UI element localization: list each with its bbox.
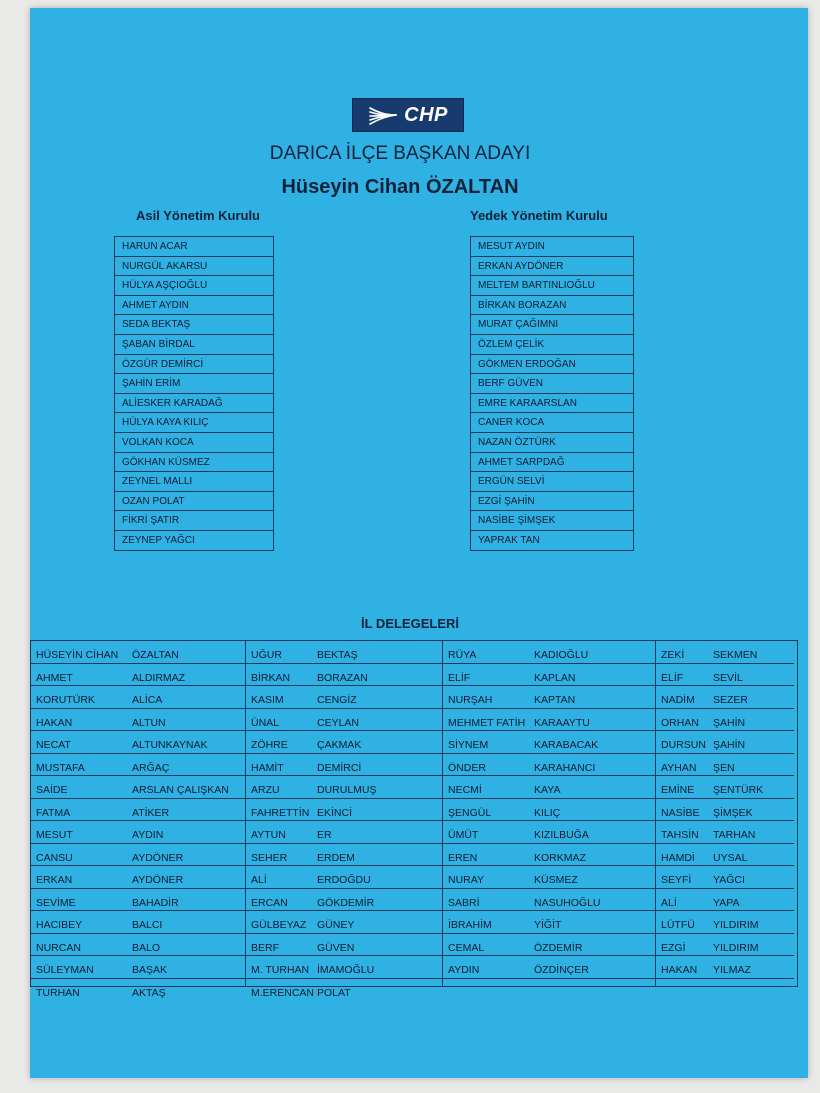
candidate-name: Hüseyin Cihan ÖZALTAN: [281, 176, 519, 198]
delegate-first-name: ALİ: [661, 896, 677, 909]
list-item: AHMET SARPDAĞ: [471, 453, 633, 473]
delegate-first-name: NURAY: [448, 874, 484, 886]
delegate-first-name: BİRKAN: [251, 671, 291, 684]
delegate-first-name: ZÖHRE: [251, 739, 288, 751]
delegate-first-name: HÜSEYİN CİHAN: [36, 649, 119, 661]
list-item: VOLKAN KOCA: [115, 433, 273, 453]
delegate-last-name: POLAT: [317, 986, 351, 999]
delegate-last-name: ALDIRMAZ: [132, 671, 186, 684]
table-row: [443, 956, 655, 979]
list-item: NURGÜL AKARSU: [115, 257, 273, 277]
delegate-first-name: TAHSİN: [661, 829, 699, 841]
delegate-last-name: ALTUN: [132, 716, 166, 729]
table-row: [443, 799, 655, 822]
delegate-last-name: ŞEN: [713, 761, 735, 774]
delegate-last-name: EKİNCİ: [317, 806, 353, 819]
delegate-last-name: GÜVEN: [317, 941, 355, 954]
list-item: EZGİ ŞAHİN: [471, 492, 633, 512]
delegate-last-name: YILDIRIM: [713, 941, 759, 954]
delegate-first-name: AYDIN: [448, 964, 480, 976]
table-row: [443, 641, 655, 664]
delegate-first-name: NECAT: [36, 739, 71, 751]
delegate-first-name: HAKAN: [661, 964, 698, 976]
list-item: BİRKAN BORAZAN: [471, 296, 633, 316]
table-row: [31, 641, 245, 664]
delegate-last-name: KARAHANCI: [534, 761, 596, 774]
list-item: BERF GÜVEN: [471, 374, 633, 394]
delegate-last-name: ER: [317, 829, 332, 841]
table-row: [31, 979, 245, 1001]
document-title: DARICA İLÇE BAŞKAN ADAYI: [269, 143, 531, 164]
delegate-first-name: MEHMET FATİH: [448, 716, 526, 729]
delegate-last-name: BORAZAN: [317, 671, 368, 684]
yedek-member-list: [470, 236, 634, 551]
table-row: [443, 911, 655, 934]
list-item: MURAT ÇAĞIMNI: [471, 315, 633, 335]
delegates-column: [31, 641, 246, 999]
delegate-first-name: HAMDİ: [661, 851, 695, 864]
list-item: ÖZLEM ÇELİK: [471, 335, 633, 355]
delegate-first-name: ARZU: [251, 784, 280, 796]
delegate-last-name: YİĞİT: [534, 919, 562, 931]
table-row: [443, 731, 655, 754]
list-item: GÖKHAN KÜSMEZ: [115, 453, 273, 473]
table-row: [656, 664, 794, 687]
delegate-last-name: KILIÇ: [534, 806, 561, 819]
table-row: [31, 731, 245, 754]
table-row: [656, 911, 794, 934]
table-row: [31, 686, 245, 709]
table-row: [656, 844, 794, 867]
delegate-last-name: YILMAZ: [713, 964, 751, 976]
yedek-heading: Yedek Yönetim Kurulu: [470, 208, 608, 223]
table-row: [246, 844, 442, 867]
delegates-column: [656, 641, 794, 986]
delegate-first-name: ELİF: [661, 671, 684, 684]
delegate-last-name: ARSLAN ÇALIŞKAN: [132, 784, 229, 796]
delegate-last-name: KAPLAN: [534, 671, 576, 684]
delegate-first-name: ERCAN: [251, 896, 288, 909]
delegate-first-name: AYTUN: [251, 829, 286, 841]
delegate-last-name: ALİCA: [132, 694, 163, 706]
delegate-first-name: GÜLBEYAZ: [251, 919, 307, 931]
table-row: [246, 731, 442, 754]
table-row: [656, 799, 794, 822]
delegate-first-name: NURŞAH: [448, 694, 493, 706]
delegate-last-name: TARHAN: [713, 829, 756, 841]
delegate-first-name: M. TURHAN: [251, 964, 310, 976]
delegate-first-name: SABRİ: [448, 896, 480, 909]
list-item: NASİBE ŞİMŞEK: [471, 511, 633, 531]
table-row: [246, 754, 442, 777]
list-item: AHMET AYDIN: [115, 296, 273, 316]
delegate-first-name: SEYFİ: [661, 874, 692, 886]
delegate-first-name: KORUTÜRK: [36, 694, 95, 706]
table-row: [31, 911, 245, 934]
delegate-last-name: BALCI: [132, 919, 163, 931]
table-row: [246, 799, 442, 822]
table-row: [443, 866, 655, 889]
delegate-first-name: RÜYA: [448, 649, 477, 661]
delegate-last-name: YAPA: [713, 896, 740, 909]
delegate-last-name: ERDEM: [317, 851, 355, 864]
table-row: [656, 889, 794, 912]
table-row: [246, 866, 442, 889]
table-row: [656, 709, 794, 732]
table-row: [31, 821, 245, 844]
delegate-first-name: SÜLEYMAN: [36, 964, 94, 976]
delegate-last-name: CENGİZ: [317, 694, 357, 706]
list-item: HÜLYA KAYA KILIÇ: [115, 413, 273, 433]
list-item: ÖZGÜR DEMİRCİ: [115, 355, 273, 375]
delegate-last-name: KADIOĞLU: [534, 649, 589, 661]
table-row: [246, 979, 442, 1001]
delegate-first-name: HAMİT: [251, 761, 284, 774]
delegate-last-name: ŞAHİN: [713, 739, 746, 751]
delegate-first-name: EREN: [448, 851, 478, 864]
delegate-last-name: ŞİMŞEK: [713, 806, 753, 819]
table-row: [246, 956, 442, 979]
delegate-first-name: DURSUN: [661, 739, 706, 751]
logo-text: CHP: [404, 103, 448, 126]
delegate-first-name: ÖNDER: [448, 761, 486, 774]
delegate-last-name: ÖZDEMİR: [534, 941, 583, 954]
list-item: MESUT AYDIN: [471, 237, 633, 257]
table-row: [443, 821, 655, 844]
delegate-first-name: İBRAHİM: [448, 919, 492, 931]
delegate-first-name: EZGİ: [661, 941, 686, 954]
delegate-first-name: LÜTFÜ: [661, 919, 695, 931]
delegate-last-name: KAPTAN: [534, 694, 576, 706]
delegate-last-name: GÖKDEMİR: [317, 896, 375, 909]
delegate-last-name: NASUHOĞLU: [534, 896, 601, 909]
delegate-last-name: KIZILBUĞA: [534, 829, 589, 841]
delegate-last-name: UYSAL: [713, 851, 748, 864]
delegate-first-name: SEHER: [251, 851, 288, 864]
delegate-first-name: BERF: [251, 941, 280, 954]
delegate-last-name: KARABACAK: [534, 739, 599, 751]
table-row: [443, 754, 655, 777]
delegate-first-name: [443, 979, 534, 1001]
delegate-first-name: M.ERENCAN: [251, 986, 315, 999]
table-row: [31, 754, 245, 777]
asil-heading: Asil Yönetim Kurulu: [136, 208, 260, 223]
table-row: [246, 934, 442, 957]
list-item: ŞABAN BİRDAL: [115, 335, 273, 355]
delegate-first-name: NECMİ: [448, 784, 482, 796]
table-row: [656, 979, 794, 1001]
list-item: MELTEM BARTINLIOĞLU: [471, 276, 633, 296]
delegate-last-name: ERDOĞDU: [317, 874, 371, 886]
table-row: [656, 956, 794, 979]
delegate-first-name: ZEKİ: [661, 649, 685, 661]
table-row: [656, 754, 794, 777]
list-item: ERKAN AYDÖNER: [471, 257, 633, 277]
table-row: [656, 686, 794, 709]
delegate-last-name: KAYA: [534, 784, 561, 796]
delegate-last-name: ŞAHİN: [713, 716, 746, 729]
delegate-first-name: EMİNE: [661, 784, 695, 796]
delegate-last-name: ATİKER: [132, 806, 170, 819]
table-row: [443, 709, 655, 732]
delegate-first-name: ORHAN: [661, 716, 699, 729]
list-item: OZAN POLAT: [115, 492, 273, 512]
delegate-first-name: MESUT: [36, 829, 73, 841]
delegate-last-name: SEZER: [713, 694, 749, 706]
delegate-first-name: NASİBE: [661, 806, 700, 819]
delegate-last-name: YILDIRIM: [713, 919, 759, 931]
delegate-last-name: ÖZALTAN: [132, 649, 179, 661]
list-item: HARUN ACAR: [115, 237, 273, 257]
list-item: GÖKMEN ERDOĞAN: [471, 355, 633, 375]
table-row: [443, 889, 655, 912]
delegate-first-name: ŞENGÜL: [448, 806, 492, 819]
table-row: [443, 844, 655, 867]
table-row: [31, 799, 245, 822]
delegate-first-name: ÜNAL: [251, 716, 280, 729]
delegate-first-name: ERKAN: [36, 874, 73, 886]
chp-six-arrows-icon: [368, 105, 398, 125]
table-row: [246, 776, 442, 799]
table-row: [246, 641, 442, 664]
list-item: ZEYNEP YAĞCI: [115, 531, 273, 551]
delegate-first-name: ALİ: [251, 874, 267, 886]
table-row: [246, 889, 442, 912]
delegate-first-name: HAKAN: [36, 716, 73, 729]
delegate-last-name: KORKMAZ: [534, 851, 586, 864]
delegate-last-name: KÜSMEZ: [534, 874, 578, 886]
delegate-first-name: HACIBEY: [36, 919, 83, 931]
asil-member-list: [114, 236, 274, 551]
delegates-heading: İL DELEGELERİ: [361, 616, 459, 631]
delegate-last-name: KARAAYTU: [534, 716, 590, 729]
list-item: CANER KOCA: [471, 413, 633, 433]
table-row: [246, 911, 442, 934]
table-row: [246, 821, 442, 844]
table-row: [31, 664, 245, 687]
delegate-last-name: AKTAŞ: [132, 986, 166, 999]
delegate-first-name: KASIM: [251, 694, 284, 706]
delegate-last-name: BEKTAŞ: [317, 649, 358, 661]
delegate-last-name: DURULMUŞ: [317, 784, 377, 796]
table-row: [656, 866, 794, 889]
delegate-last-name: ALTUNKAYNAK: [132, 739, 208, 751]
table-row: [656, 641, 794, 664]
delegate-last-name: ARĞAÇ: [132, 761, 170, 774]
table-row: [246, 686, 442, 709]
delegate-last-name: AYDIN: [132, 829, 164, 841]
table-row: [31, 934, 245, 957]
table-row: [31, 889, 245, 912]
delegate-first-name: UĞUR: [251, 649, 282, 661]
delegate-first-name: AYHAN: [661, 761, 697, 774]
delegate-last-name: AYDÖNER: [132, 874, 184, 886]
delegate-first-name: FAHRETTİN: [251, 806, 310, 819]
list-item: FİKRİ ŞATIR: [115, 511, 273, 531]
delegate-last-name: AYDÖNER: [132, 851, 184, 864]
list-item: NAZAN ÖZTÜRK: [471, 433, 633, 453]
list-item: YAPRAK TAN: [471, 531, 633, 551]
delegate-first-name: [656, 979, 713, 1001]
list-item: ZEYNEL MALLI: [115, 472, 273, 492]
delegate-last-name: İMAMOĞLU: [317, 964, 375, 976]
table-row: [656, 821, 794, 844]
delegates-column: [246, 641, 443, 999]
document-sheet: [30, 8, 808, 1078]
table-row: [443, 934, 655, 957]
list-item: HÜLYA AŞÇIOĞLU: [115, 276, 273, 296]
list-item: EMRE KARAARSLAN: [471, 394, 633, 414]
delegate-first-name: NADİM: [661, 694, 695, 706]
list-item: ERGÜN SELVİ: [471, 472, 633, 492]
table-row: [443, 776, 655, 799]
table-row: [246, 664, 442, 687]
delegate-last-name: SEVİL: [713, 671, 743, 684]
delegate-last-name: SEKMEN: [713, 649, 758, 661]
delegate-last-name: BAHADİR: [132, 896, 179, 909]
table-row: [443, 664, 655, 687]
delegate-first-name: SEVİME: [36, 896, 76, 909]
delegate-first-name: MUSTAFA: [36, 761, 85, 774]
delegate-first-name: CEMAL: [448, 941, 485, 954]
delegate-last-name: YAĞCI: [713, 874, 745, 886]
delegate-first-name: AHMET: [36, 671, 73, 684]
table-row: [443, 686, 655, 709]
table-row: [31, 709, 245, 732]
delegate-first-name: ELİF: [448, 671, 471, 684]
delegate-first-name: SİYNEM: [448, 739, 489, 751]
delegate-last-name: GÜNEY: [317, 919, 355, 931]
delegate-first-name: SAİDE: [36, 784, 68, 796]
table-row: [246, 709, 442, 732]
delegate-first-name: FATMA: [36, 806, 71, 819]
delegate-last-name: ÖZDİNÇER: [534, 964, 589, 976]
delegate-first-name: NURCAN: [36, 941, 81, 954]
list-item: ALİESKER KARADAĞ: [115, 394, 273, 414]
table-row: [656, 934, 794, 957]
delegates-column: [443, 641, 656, 986]
table-row: [656, 776, 794, 799]
chp-logo: [352, 98, 464, 132]
delegate-last-name: ÇAKMAK: [317, 739, 362, 751]
table-row: [31, 866, 245, 889]
delegate-first-name: ÜMÜT: [448, 829, 479, 841]
list-item: SEDA BEKTAŞ: [115, 315, 273, 335]
delegate-last-name: BAŞAK: [132, 964, 168, 976]
table-row: [656, 731, 794, 754]
delegates-table: [30, 640, 798, 999]
table-row: [443, 979, 655, 1001]
delegate-first-name: TURHAN: [36, 986, 80, 999]
delegate-first-name: CANSU: [36, 851, 73, 864]
delegate-last-name: CEYLAN: [317, 716, 360, 729]
delegate-last-name: BALO: [132, 941, 161, 954]
table-row: [31, 956, 245, 979]
list-item: ŞAHİN ERİM: [115, 374, 273, 394]
delegate-last-name: DEMİRCİ: [317, 761, 362, 774]
table-row: [31, 844, 245, 867]
table-row: [31, 776, 245, 799]
delegate-last-name: ŞENTÜRK: [713, 784, 764, 796]
